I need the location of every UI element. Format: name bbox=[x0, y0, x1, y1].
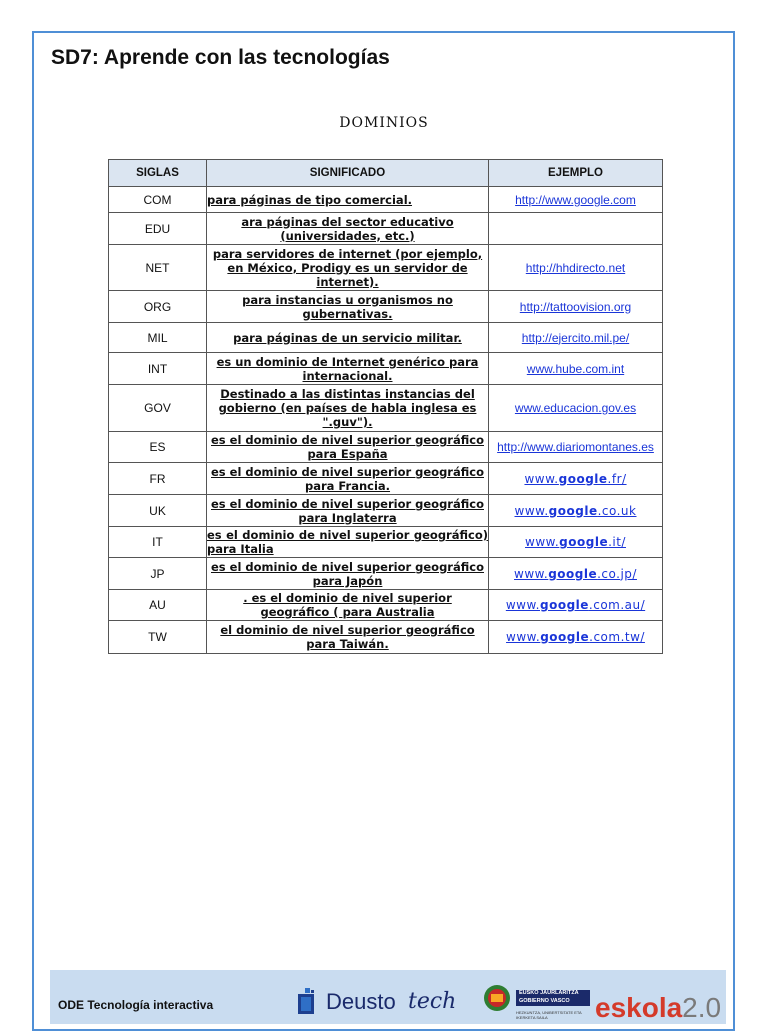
significado-cell: es el dominio de nivel superior geográfico para Francia. bbox=[207, 463, 489, 495]
ejemplo-cell bbox=[489, 527, 663, 558]
ejemplo-link[interactable]: http://ejercito.mil.pe/ bbox=[521, 330, 630, 345]
header-siglas: SIGLAS bbox=[109, 160, 207, 187]
ejemplo-link[interactable]: www.educacion.gov.es bbox=[514, 401, 637, 415]
significado-cell: Destinado a las distintas instancias del gobierno (en países de habla inglesa es ".guv"). bbox=[207, 385, 489, 432]
ejemplo-cell bbox=[489, 558, 663, 590]
domains-table bbox=[108, 159, 663, 654]
significado-cell: es el dominio de nivel superior geográfico para Inglaterra bbox=[207, 495, 489, 527]
table-row bbox=[109, 527, 663, 558]
significado-cell: es el dominio de nivel superior geográfico para Japón bbox=[207, 558, 489, 590]
url-prefix: www. bbox=[506, 630, 541, 644]
page-title: SD7: Aprende con las tecnologías bbox=[51, 46, 390, 69]
sigla-cell: INT bbox=[109, 353, 207, 385]
significado-cell: es el dominio de nivel superior geográfico para España bbox=[207, 432, 489, 463]
url-bold: google bbox=[558, 471, 608, 486]
table-row bbox=[109, 187, 663, 213]
significado-cell: para servidores de internet (por ejemplo, en México, Prodigy es un servidor de internet). bbox=[207, 245, 489, 291]
ejemplo-link[interactable]: http://www.google.com bbox=[515, 192, 636, 207]
url-suffix: .fr/ bbox=[607, 471, 627, 486]
ejemplo-cell bbox=[489, 590, 663, 621]
ejemplo-link[interactable]: http://hhdirecto.net bbox=[525, 260, 626, 275]
significado-cell: . es el dominio de nivel superior geográfico ( para Australia bbox=[207, 590, 489, 621]
url-prefix: www. bbox=[505, 598, 540, 612]
ejemplo-link[interactable] bbox=[515, 504, 637, 518]
ejemplo-cell bbox=[489, 291, 663, 323]
deusto-cube-icon bbox=[296, 986, 318, 1016]
sigla-cell: ORG bbox=[109, 291, 207, 323]
significado-cell: ara páginas del sector educativo (universidades, etc.) bbox=[207, 213, 489, 245]
significado-cell: es un dominio de Internet genérico para internacional. bbox=[207, 353, 489, 385]
ejemplo-cell bbox=[489, 245, 663, 291]
gv-subtext: HEZKUNTZA, UNIBERTSITATE ETA IKERKETA SAILA bbox=[516, 1010, 582, 1020]
sigla-cell: EDU bbox=[109, 213, 207, 245]
footer-text: ODE Tecnología interactiva bbox=[58, 998, 214, 1012]
sigla-cell: FR bbox=[109, 463, 207, 495]
url-suffix: .co.uk bbox=[597, 503, 637, 518]
table-row bbox=[109, 353, 663, 385]
sigla-cell: AU bbox=[109, 590, 207, 621]
ejemplo-link[interactable] bbox=[514, 567, 637, 581]
ejemplo-cell bbox=[489, 385, 663, 432]
ejemplo-cell bbox=[489, 213, 663, 245]
url-bold: google bbox=[548, 503, 598, 518]
ejemplo-link[interactable] bbox=[524, 472, 626, 486]
url-suffix: .com.au/ bbox=[588, 598, 646, 612]
ejemplo-cell bbox=[489, 187, 663, 213]
ejemplo-link[interactable]: http://www.diariomontanes.es bbox=[497, 440, 654, 454]
table-row bbox=[109, 323, 663, 353]
table-row bbox=[109, 291, 663, 323]
gv-line1: EUSKO JAURLARITZA bbox=[519, 990, 579, 996]
eskola-version: 2.0 bbox=[682, 992, 722, 1023]
url-suffix: .com.tw/ bbox=[589, 630, 645, 644]
significado-cell: para páginas de tipo comercial. bbox=[207, 187, 489, 213]
sigla-cell: NET bbox=[109, 245, 207, 291]
table-row bbox=[109, 463, 663, 495]
url-bold: google bbox=[539, 598, 589, 612]
table-row bbox=[109, 213, 663, 245]
url-prefix: www. bbox=[514, 566, 549, 581]
ejemplo-cell bbox=[489, 463, 663, 495]
url-suffix: .it/ bbox=[608, 535, 626, 549]
sigla-cell: MIL bbox=[109, 323, 207, 353]
significado-cell: para páginas de un servicio militar. bbox=[207, 323, 489, 353]
eskola-logo bbox=[595, 992, 721, 1024]
significado-cell: es el dominio de nivel superior geográfico) para Italia bbox=[207, 528, 488, 556]
sigla-cell: COM bbox=[109, 187, 207, 213]
ejemplo-link[interactable] bbox=[506, 630, 645, 644]
table-row bbox=[109, 558, 663, 590]
sigla-cell: JP bbox=[109, 558, 207, 590]
header-ejemplo: EJEMPLO bbox=[489, 160, 663, 187]
significado-cell: para instancias u organismos no gubernativas. bbox=[207, 291, 489, 323]
shield-icon bbox=[482, 984, 512, 1012]
ejemplo-cell bbox=[489, 353, 663, 385]
table-row bbox=[109, 621, 663, 654]
sigla-cell: ES bbox=[109, 432, 207, 463]
ejemplo-link[interactable] bbox=[506, 598, 645, 612]
table-header-row bbox=[109, 160, 663, 187]
ejemplo-link[interactable]: http://tattoovision.org bbox=[519, 299, 632, 314]
ejemplo-cell bbox=[489, 323, 663, 353]
url-prefix: www. bbox=[514, 503, 549, 518]
table-row bbox=[109, 432, 663, 463]
gv-name-box bbox=[516, 990, 590, 1006]
url-prefix: www. bbox=[524, 471, 559, 486]
url-bold: google bbox=[548, 566, 598, 581]
sigla-cell: IT bbox=[109, 527, 207, 558]
ejemplo-cell bbox=[489, 432, 663, 463]
url-bold: google bbox=[559, 535, 609, 549]
gv-line2: GOBIERNO VASCO bbox=[519, 997, 570, 1004]
table-row bbox=[109, 590, 663, 621]
sigla-cell: GOV bbox=[109, 385, 207, 432]
url-suffix: .co.jp/ bbox=[597, 566, 637, 581]
page-subtitle: DOMINIOS bbox=[339, 115, 429, 131]
deusto-name: Deusto bbox=[326, 989, 396, 1014]
footer-bar bbox=[50, 970, 726, 1024]
ejemplo-cell bbox=[489, 621, 663, 654]
header-significado: SIGNIFICADO bbox=[207, 160, 489, 187]
ejemplo-link[interactable]: www.hube.com.int bbox=[526, 361, 625, 376]
sigla-cell: TW bbox=[109, 621, 207, 654]
url-prefix: www. bbox=[525, 535, 560, 549]
ejemplo-cell bbox=[489, 495, 663, 527]
url-bold: google bbox=[540, 630, 590, 644]
ejemplo-link[interactable] bbox=[525, 535, 626, 549]
table-row bbox=[109, 245, 663, 291]
table-row bbox=[109, 385, 663, 432]
deusto-tech-text: tech bbox=[408, 989, 457, 1014]
significado-cell: el dominio de nivel superior geográfico para Taiwán. bbox=[207, 621, 489, 654]
eskola-text: eskola bbox=[595, 992, 683, 1023]
table-row bbox=[109, 495, 663, 527]
sigla-cell: UK bbox=[109, 495, 207, 527]
